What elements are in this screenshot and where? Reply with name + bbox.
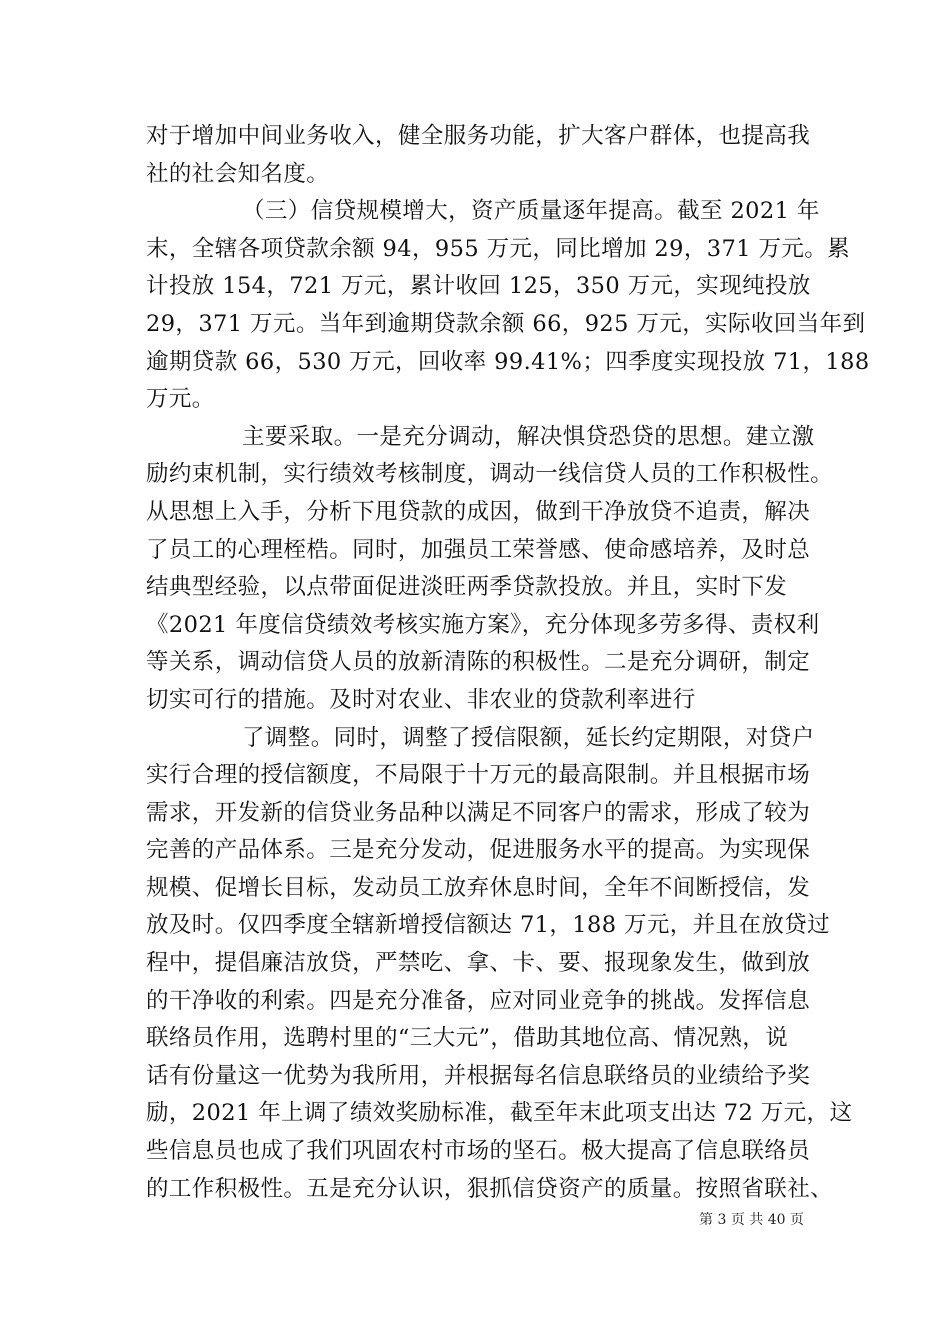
text-line: 规模、促增长目标，发动员工放弃休息时间，全年不间断授信，发 [146,874,811,901]
text-line: 从思想上入手，分析下甩贷款的成因，做到干净放贷不追责，解决 [146,498,811,525]
text-line: 计投放 154，721 万元，累计收回 125，350 万元，实现纯投放 [146,273,811,300]
text-line: 话有份量这一优势为我所用，并根据每名信息联络员的业绩给予奖 [146,1062,811,1089]
text-line: 等关系，调动信贷人员的放新清陈的积极性。二是充分调研，制定 [146,649,811,676]
text-line: 程中，提倡廉洁放贷，严禁吃、拿、卡、要、报现象发生，做到放 [146,950,811,977]
body-text [146,118,870,1208]
text-line: 结典型经验，以点带面促进淡旺两季贷款投放。并且，实时下发 [146,574,788,601]
text-line: 切实可行的措施。及时对农业、非农业的贷款利率进行 [146,686,696,713]
text-line: 《2021 年度信贷绩效考核实施方案》，充分体现多劳多得、责权利 [146,611,820,638]
text-line: 末，全辖各项贷款余额 94，955 万元，同比增加 29，371 万元。累 [146,235,851,262]
text-line: 29，371 万元。当年到逾期贷款余额 66，925 万元，实际收回当年到 [146,310,866,337]
text-line: 放及时。仅四季度全辖新增授信额达 71，188 万元，并且在放贷过 [146,912,831,939]
paragraph-start-line: 了调整。同时，调整了授信限额，延长约定期限，对贷户 [242,724,815,751]
text-line: 逾期贷款 66，530 万元，回收率 99.41%；四季度实现投放 71，188 [146,348,870,375]
text-line: 对于增加中间业务收入，健全服务功能，扩大客户群体，也提高我 [146,123,811,149]
text-line: 完善的产品体系。三是充分发动，促进服务水平的提高。为实现保 [146,837,811,864]
text-line: 励约束机制，实行绩效考核制度，调动一线信贷人员的工作积极性。 [146,461,834,488]
text-line: 联络员作用，选聘村里的“三大元”，借助其地位高、情况熟，说 [146,1025,789,1052]
text-line: 些信息员也成了我们巩固农村市场的坚石。极大提高了信息联络员 [146,1138,811,1165]
paragraph-start-line: 主要采取。一是充分调动，解决惧贷恐贷的思想。建立激 [242,423,815,450]
paragraph-start-line: （三）信贷规模增大，资产质量逐年提高。截至 2021 年 [242,198,820,225]
text-line: 需求，开发新的信贷业务品种以满足不同客户的需求，形成了较为 [146,799,811,826]
text-line: 社的社会知名度。 [146,160,330,187]
text-line: 的干净收的利索。四是充分准备，应对同业竞争的挑战。发挥信息 [146,987,811,1014]
text-line: 了员工的心理桎梏。同时，加强员工荣誉感、使命感培养，及时总 [146,536,811,563]
page-number-footer: 第 3 页 共 40 页 [699,1212,804,1228]
text-line: 的工作积极性。五是充分认识，狠抓信贷资产的质量。按照省联社、 [146,1175,834,1202]
text-line: 励，2021 年上调了绩效奖励标准，截至年末此项支出达 72 万元，这 [146,1100,853,1127]
text-line: 实行合理的授信额度，不局限于十万元的最高限制。并且根据市场 [146,762,811,789]
text-line: 万元。 [146,386,215,413]
